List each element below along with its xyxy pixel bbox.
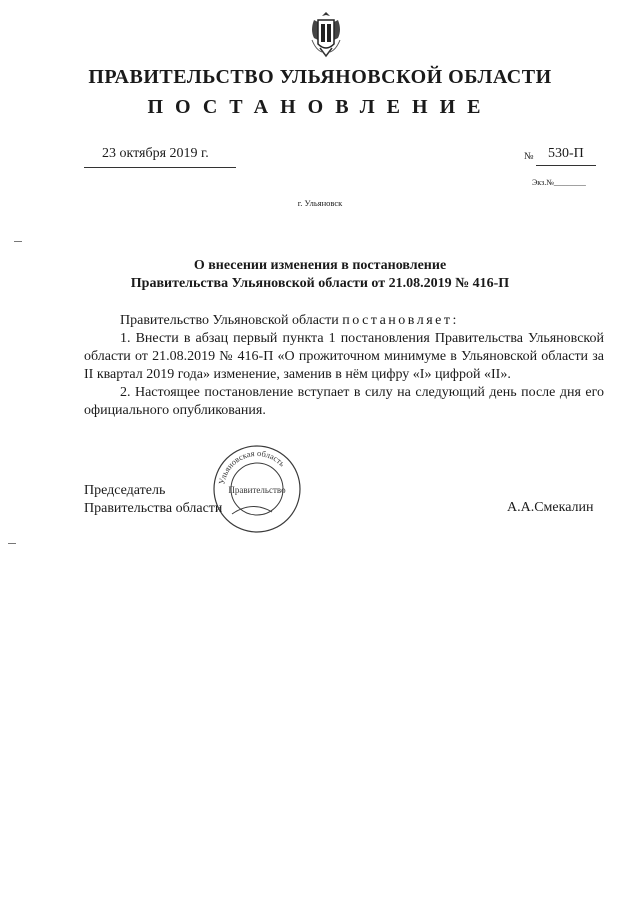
city: г. Ульяновск — [297, 198, 343, 208]
signatory-name: А.А.Смекалин — [507, 500, 594, 515]
organization-title: ПРАВИТЕЛЬСТВО УЛЬЯНОВСКОЙ ОБЛАСТИ — [88, 66, 552, 88]
margin-mark — [14, 241, 22, 242]
svg-text:Ульяновская область — [216, 448, 287, 485]
intro-text: Правительство Ульяновской области — [120, 313, 343, 328]
title-line-2: Правительства Ульяновской области от 21.08.2019 № 416-П — [130, 276, 510, 291]
coat-of-arms-icon — [308, 10, 344, 58]
position-line-1: Председатель — [84, 483, 166, 498]
copy-number-field: Экз.№________ — [532, 178, 586, 187]
item-1: 1. Внести в абзац первый пункта 1 постановления Правительства Ульяновской области от 21.08.2019 № 416-П «О прожиточном минимуме в Ульяновской области за II квартал 2019 года» изменение, заменив в нём цифру «I» цифрой «II». — [84, 331, 604, 382]
intro-verb: постановляет: — [342, 313, 459, 328]
position-line-2: Правительства области — [84, 501, 223, 516]
margin-mark — [8, 543, 16, 544]
document-type: ПОСТАНОВЛЕНИЕ — [147, 96, 493, 118]
official-stamp — [212, 444, 302, 534]
intro-paragraph — [84, 312, 604, 330]
document-title — [0, 257, 640, 293]
document-date: 23 октября 2019 г. — [102, 146, 209, 161]
stamp-inner-text: Правительство — [228, 485, 286, 495]
number-underline — [536, 165, 596, 166]
date-underline — [84, 167, 236, 168]
title-line-1: О внесении изменения в постановление — [193, 258, 447, 273]
document-number: 530-П — [548, 146, 584, 161]
document-body — [84, 312, 604, 420]
signatory-position — [84, 482, 222, 518]
stamp-outer-text: Ульяновская область — [216, 447, 288, 486]
item-2: 2. Настоящее постановление вступает в силу на следующий день после дня его официального опубликования. — [84, 385, 604, 418]
number-label: № — [524, 151, 534, 162]
